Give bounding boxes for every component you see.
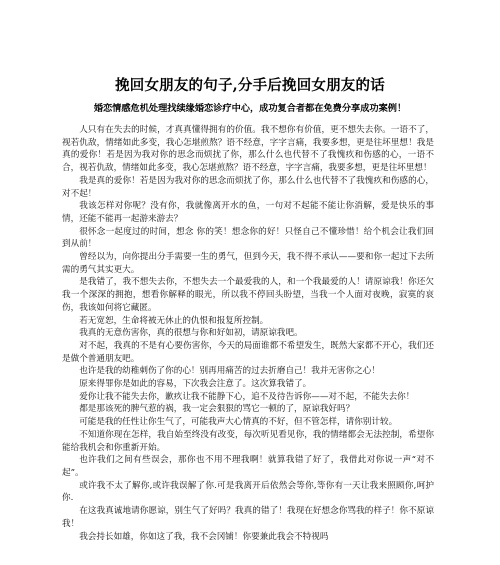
paragraph: 人只有在失去的时候，才真真懂得拥有的价值。我不想你有价值，更不想失去你。一语不了，视若仇敌，情绪如此多变，我心怎堪煎熬？语不经意，字字言痛，我要多想，更是往坏里想！我是真的爱你！若是因为我对你的思念而烦扰了你，那么什么也代替不了我愧疚和伤感的心，一语不合，视若仇敌，情绪如此多变，我心怎堪煎熬？语不经意，字字言痛，我要多想，更是往坏里想！ [62,125,434,174]
paragraph: 或许我不太了解你,或许我误解了你.可是我离开后依然会等你,等你有一天让我来照顾你,呵护你. [62,480,434,504]
paragraph: 都是那该死的脾气惹的祸，我一定会狠狠的骂它一顿的了，原谅我好吗？ [79,404,355,415]
paragraph: 我该怎样对你呢？没有你，我就像离开水的鱼，一句对不起能不能让你消解，爱是快乐的事情，还能不能再一起游来游去？ [62,201,434,224]
paragraph: 也许是我的幼稚刺伤了你的心！别再用痛苦的过去折磨自己！我并无害你之心！ [79,366,380,377]
paragraph: 不知道你现在怎样，我自始至终没有改变，每次听见看见你，我的情绪都会无法控制，希望你能给我机会和你重新开始。 [62,429,434,453]
paragraph: 也许我们之间有些误会，那你也不用不理我啊！就算我错了好了，我借此对你说一声“对不起”。 [62,455,434,478]
paragraph: 我真的无意伤害你，真的很想与你和好如初，请原谅我吧。 [79,328,303,339]
paragraph: 原来得罪你是如此的容易，下次我会注意了。这次算我错了。 [79,379,312,390]
paragraph: 爱你让我不能失去你，歉疚让我不能静下心，追不及待告诉你——对不起，不能失去你！ [79,391,415,402]
paragraph: 我是真的爱你！若是因为我对你的思念而烦扰了你，那么什么也代替不了我愧疚和伤感的心，对不起！ [62,175,434,199]
paragraph: 可能是我的任性让你生气了，可能我声大心情真的不好，但不管怎样，请你别计较。 [79,417,398,428]
paragraph: 对不起，我真的不是有心要伤害你，今天的局面谁都不希望发生，既然大家都不开心，我们还是做个普通朋友吧。 [62,340,434,364]
paragraph: 很怀念一起度过的时间，想念 你的笑！想念你的好！只怪自己不懂珍惜！给个机会让我们回到从前！ [62,226,434,250]
page-title: 挽回女朋友的句子,分手后挽回女朋友的话 [115,77,385,94]
paragraph: 在这我真诚地请你愿谅，别生气了好吗？我真的错了！我现在好想念你骂我的样子！你不原谅我！ [62,506,434,529]
article-body [62,124,434,543]
paragraph: 曾经以为，向你提出分手需要一生的勇气，但到今天，我不得不承认——要和你一起过下去所需的勇气其实更大。 [62,252,434,275]
paragraph: 是我错了，我不想失去你，不想失去一个最爱我的人，和一个我最爱的人！请原谅我！你还欠我一个深深的拥抱，想看你解释的眼光，所以我不停回头盼望，当我一个人面对夜晚，寂寞的哀伤，我该如何将它藏匿。 [62,277,434,313]
page-subtitle: 婚恋情感危机处理找续缘婚恋诊疗中心，成功复合者都在免费分享成功案例！ [93,103,407,114]
paragraph: 我会持长如雄，你如这了我，我不会冈铺！你要兼此我会不特视吗 [79,531,329,542]
paragraph: 若无宽恕，生命将被无休止的仇恨和报复所控制。 [79,315,269,326]
